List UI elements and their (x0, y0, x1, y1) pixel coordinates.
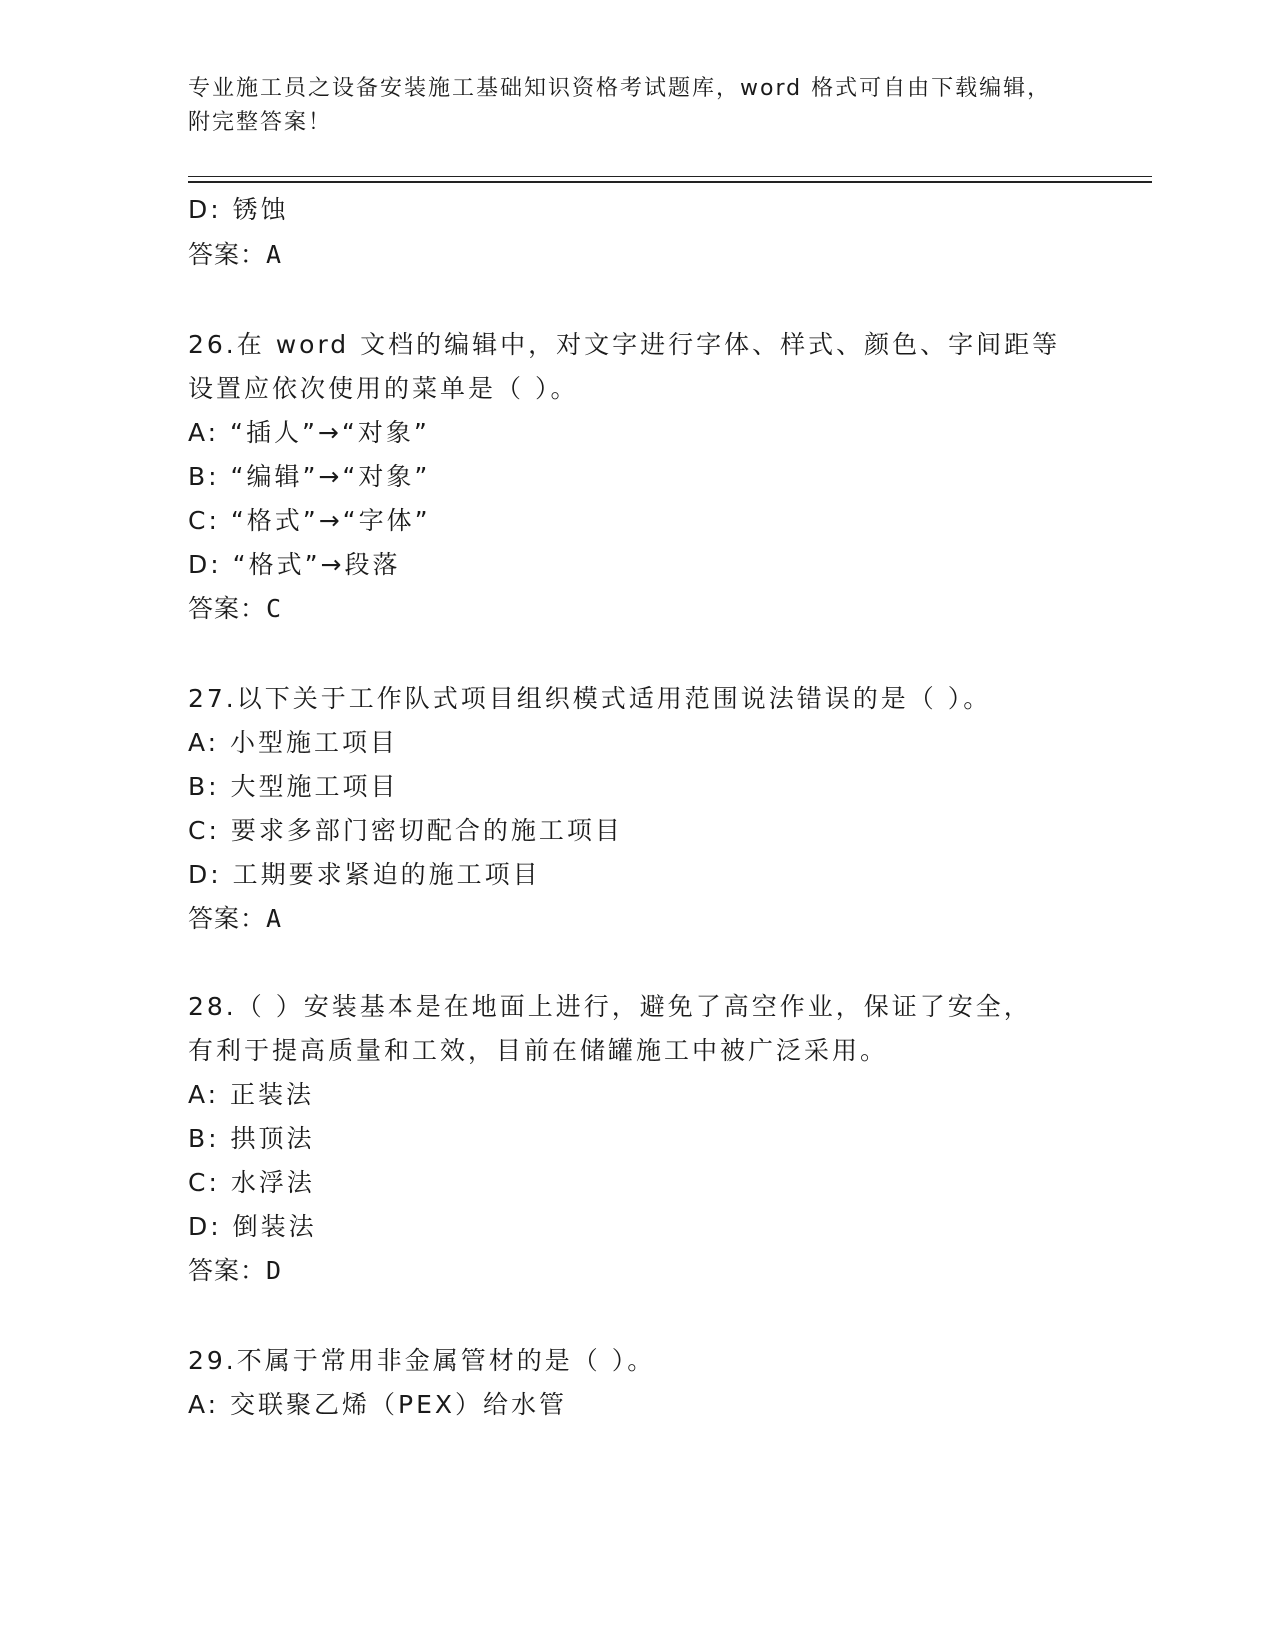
question-27-answer (188, 902, 283, 936)
prev-option-d: D: 锈蚀 (188, 195, 289, 224)
prev-answer (188, 238, 283, 272)
question-28-option-a: A: 正装法 (188, 1080, 315, 1109)
question-29-stem-line-1: 29.不属于常用非金属管材的是（ ）。 (188, 1346, 656, 1375)
answer-value: D (266, 1256, 284, 1285)
question-26-option-a: A: “插人”→“对象” (188, 418, 430, 447)
question-26-answer (188, 592, 283, 626)
question-28-stem-line-1: 28.（ ）安装基本是在地面上进行，避免了高空作业，保证了安全， (188, 992, 1032, 1021)
question-26-stem-line-2: 设置应依次使用的菜单是（ ）。 (188, 374, 579, 403)
answer-label: 答案： (188, 1256, 267, 1285)
question-28-option-b: B: 拱顶法 (188, 1124, 315, 1153)
answer-value: A (266, 904, 284, 933)
question-26-option-c: C: “格式”→“字体” (188, 506, 431, 535)
answer-label: 答案： (188, 904, 267, 933)
question-27-stem-line-1: 27.以下关于工作队式项目组织模式适用范围说法错误的是（ ）。 (188, 684, 992, 713)
question-28-stem-line-2: 有利于提高质量和工效，目前在储罐施工中被广泛采用。 (188, 1036, 889, 1065)
question-27-option-c: C: 要求多部门密切配合的施工项目 (188, 816, 623, 845)
question-26-option-d: D: “格式”→段落 (188, 550, 401, 579)
header-line-1: 专业施工员之设备安装施工基础知识资格考试题库，word 格式可自由下载编辑， (188, 76, 1052, 101)
question-27-option-b: B: 大型施工项目 (188, 772, 399, 801)
question-28-answer (188, 1254, 283, 1288)
question-26-stem-line-1: 26.在 word 文档的编辑中，对文字进行字体、样式、颜色、字间距等 (188, 330, 1061, 359)
question-27-option-a: A: 小型施工项目 (188, 728, 399, 757)
question-26-option-b: B: “编辑”→“对象” (188, 462, 431, 491)
question-28-option-d: D: 倒装法 (188, 1212, 317, 1241)
answer-label: 答案： (188, 240, 267, 269)
header-rule-thick (188, 181, 1152, 183)
header-line-2: 附完整答案！ (188, 110, 333, 135)
question-28-option-c: C: 水浮法 (188, 1168, 315, 1197)
question-27-option-d: D: 工期要求紧迫的施工项目 (188, 860, 541, 889)
document-header (188, 72, 1068, 140)
question-29-option-a: A: 交联聚乙烯（PEX）给水管 (188, 1390, 568, 1419)
header-rule-thin (188, 176, 1152, 177)
answer-label: 答案： (188, 594, 267, 623)
answer-value: C (266, 594, 284, 623)
answer-value: A (266, 240, 284, 269)
